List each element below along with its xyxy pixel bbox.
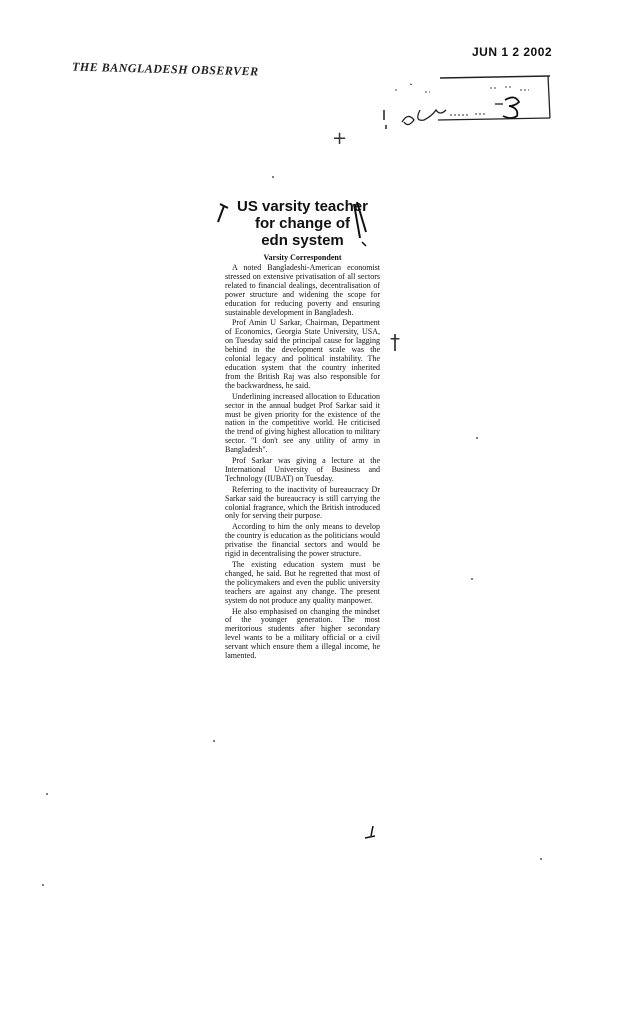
scan-speck xyxy=(476,437,478,439)
article-paragraph: Prof Amin U Sarkar, Chairman, Department of Economics, Georgia State University, USA, on Tuesday said the principal cause for lagging behind in the development scale was the colonial legacy and political instability. The education system that the country inherited from the British Raj was also responsible for the backwardness, he said. xyxy=(225,318,380,390)
headline-line: edn system xyxy=(261,232,344,249)
article-paragraph: The existing education system must be changed, he said. But he regretted that most of the policymakers and even the public university teachers are against any change. The present system do not produce any quality manpower. xyxy=(225,560,380,605)
headline-line: US varsity teacher xyxy=(237,198,368,215)
scan-speck xyxy=(213,740,215,742)
article-paragraph: Underlining increased allocation to Education sector in the annual budget Prof Sarkar said it must be given priority for the existence of the nation in the competitive world. He criticised the trend of giving highest allocation to military sector. "I don't see any utility of army in Bangladesh". xyxy=(225,391,380,455)
article-body xyxy=(225,264,380,661)
scan-speck xyxy=(272,176,274,178)
scan-speck xyxy=(540,858,542,860)
article-paragraph: He also emphasised on changing the mindset of the younger generation. The most meritorious students after higher secondary level wants to be a military official or a civil servant which ensure them a illegal income, he lamented. xyxy=(225,606,380,661)
article-paragraph: A noted Bangladeshi-American economist stressed on extensive privatisation of all sectors related to financial dealings, decentralisation of power structure and widening the scope for education for reducing poverty and ensuring sustainable development in Bangladesh. xyxy=(225,263,380,317)
end-check-mark xyxy=(363,822,379,842)
article-paragraph: According to him the only means to develop the country is education as the politicians would privatise the financial sectors and would be rigid in decentralising the power structure. xyxy=(225,522,380,559)
article-paragraph: Referring to the inactivity of bureaucracy Dr Sarkar said the bureaucracy is still carrying the colonial fragrance, which the British introduced only for serving their purpose. xyxy=(225,484,380,521)
scan-speck xyxy=(42,884,44,886)
registration-cross-mark: † xyxy=(390,330,400,354)
scan-speck xyxy=(471,578,473,580)
news-article xyxy=(225,198,380,663)
newspaper-masthead: THE BANGLADESH OBSERVER xyxy=(71,59,259,79)
article-byline: Varsity Correspondent xyxy=(263,253,342,262)
article-paragraph: Prof Sarkar was giving a lecture at the International University of Business and Technology (IUBAT) on Tuesday. xyxy=(225,456,380,483)
handwritten-reference-stamp xyxy=(380,70,555,140)
headline-line: for change of xyxy=(254,215,350,232)
date-stamp: JUN 1 2 2002 xyxy=(472,45,553,59)
article-headline xyxy=(225,198,380,249)
registration-cross-mark: + xyxy=(332,128,348,149)
scan-speck xyxy=(46,793,48,795)
